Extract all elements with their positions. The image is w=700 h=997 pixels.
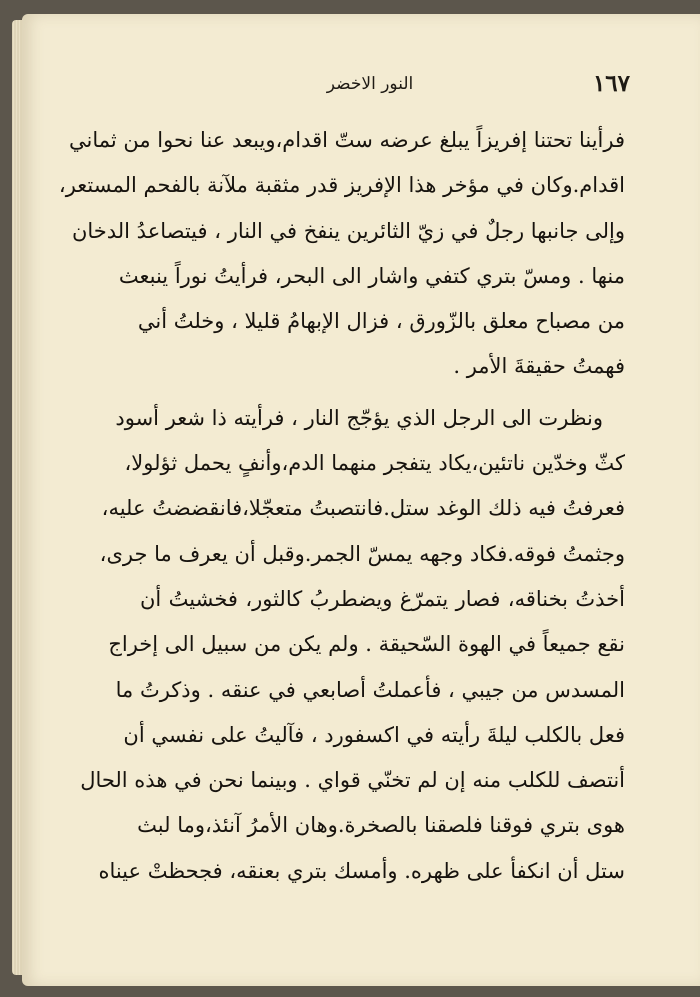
text-line: وجثمتُ فوقه.فكاد وجهه يمسّ الجمر.وقبل أن يعرف ما جرى، <box>99 541 625 566</box>
text-block <box>58 118 625 894</box>
running-title: النور الاخضر <box>326 74 414 94</box>
text-line: أنتصف للكلب منه إن لم تخنّي قواي . وبينما نحن في هذه الحال <box>80 768 625 793</box>
text-line: أخذتُ بخناقه، فصار يتمرّغ ويضطربُ كالثور، فخشيتُ أن <box>140 586 625 611</box>
text-line: فرأينا تحتنا إفريزاً يبلغ عرضه ستّ اقدام،ويبعد عنا نحوا من ثماني <box>68 128 625 152</box>
text-line: ستل أن انكفأ على ظهره. وأمسك بتري بعنقه، فجحظتْ عيناه <box>98 858 625 883</box>
text-line: فعرفتُ فيه ذلك الوغد ستل.فانتصبتُ متعجّلا،فانقضضتُ عليه، <box>101 496 625 521</box>
text-line: فعل بالكلب ليلةَ رأيته في اكسفورد ، فآليتُ على نفسي أن <box>123 722 625 747</box>
text-line: اقدام.وكان في مؤخر هذا الإفريز قدر مثقبة ملآنة بالفحم المستعر، <box>58 173 625 198</box>
text-line: كثّ وخدّين ناتئين،يكاد يتفجر منهما الدم،وأنفٍ يحمل ثؤلولا، <box>124 451 625 476</box>
text-line: منها . ومسّ بتري كتفي واشار الى البحر، فرأيتُ نوراً ينبعث <box>118 263 625 288</box>
page-number: ١٦٧ <box>592 70 630 97</box>
paragraph-2 <box>80 396 625 894</box>
text-line: من مصباح معلق بالزّورق ، فزال الإبهامُ قليلا ، وخلتُ أني <box>137 309 625 334</box>
text-line: فهمتُ حقيقةَ الأمر . <box>453 354 625 379</box>
text-line: نقع جميعاً في الهوة السّحيقة . ولم يكن من سبيل الى إخراج <box>108 632 625 657</box>
text-line: هوى بتري فوقنا فلصقنا بالصخرة.وهان الأمرُ آنئذ،وما لبث <box>137 813 625 838</box>
text-line: وإلى جانبها رجلٌ في زيّ الثائرين ينفخ في النار ، فيتصاعدُ الدخان <box>71 218 625 243</box>
running-head <box>140 60 630 100</box>
text-line: ونظرت الى الرجل الذي يؤجّج النار ، فرأيته ذا شعر أسود <box>115 405 603 430</box>
paragraph-1 <box>58 118 625 390</box>
text-line: المسدس من جيبي ، فأعملتُ أصابعي في عنقه . وذكرتُ ما <box>115 677 625 702</box>
